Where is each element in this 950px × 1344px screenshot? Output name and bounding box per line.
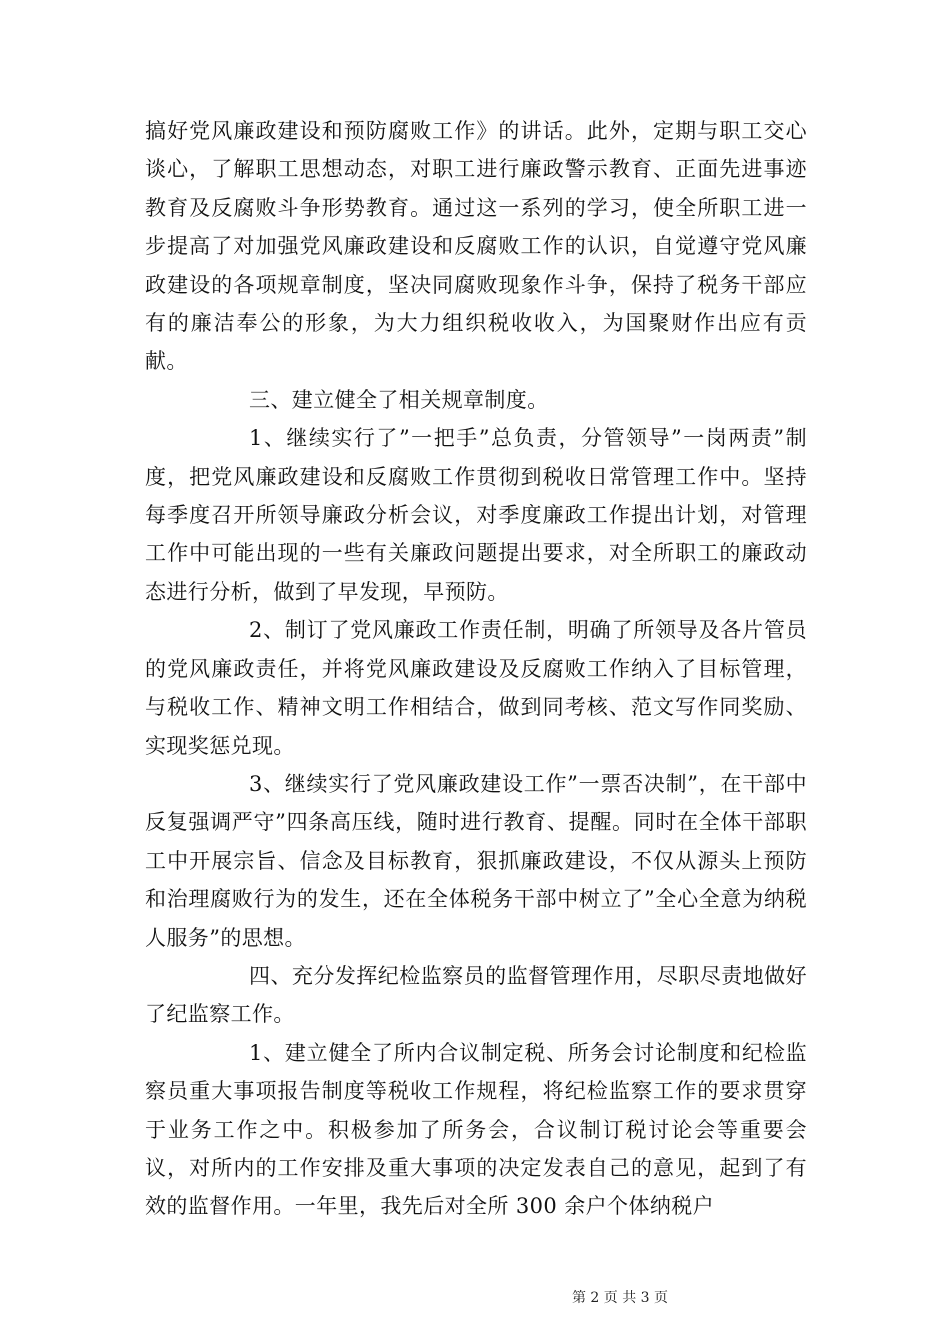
- document-body: [145, 112, 807, 1226]
- section-heading-3: 三、建立健全了相关规章制度。: [249, 387, 549, 412]
- paragraph-3-2: 2、制订了党风廉政工作责任制，明确了所领导及各片管员的党风廉政责任，并将党风廉政建设及反腐败工作纳入了目标管理，与税收工作、精神文明工作相结合，做到同考核、范文写作同奖励、实现奖惩兑现。: [145, 618, 807, 758]
- paragraph-4-1: 1、建立健全了所内合议制定税、所务会讨论制度和纪检监察员重大事项报告制度等税收工作规程，将纪检监察工作的要求贯穿于业务工作之中。积极参加了所务会，合议制订税讨论会等重要会议，对所内的工作安排及重大事项的决定发表自己的意见，起到了有效的监督作用。一年里，我先后对全所 300 余户个体纳税户: [145, 1040, 807, 1219]
- section-heading-4: 四、充分发挥纪检监察员的监督管理作用，尽职尽责地做好了纪监察工作。: [145, 963, 807, 1027]
- paragraph-3-3: 3、继续实行了党风廉政建设工作”一票否决制”，在干部中反复强调严守”四条高压线，随时进行教育、提醒。同时在全体干部职工中开展宗旨、信念及目标教育，狠抓廉政建设，不仅从源头上预防和治理腐败行为的发生，还在全体税务干部中树立了”全心全意为纳税人服务”的思想。: [145, 771, 807, 950]
- paragraph-3-1: 1、继续实行了”一把手”总负责，分管领导”一岗两责”制度，把党风廉政建设和反腐败工作贯彻到税收日常管理工作中。坚持每季度召开所领导廉政分析会议，对季度廉政工作提出计划，对管理工作中可能出现的一些有关廉政问题提出要求，对全所职工的廉政动态进行分析，做到了早发现，早预防。: [145, 426, 807, 604]
- paragraph-1: 搞好党风廉政建设和预防腐败工作》的讲话。此外，定期与职工交心谈心，了解职工思想动态，对职工进行廉政警示教育、正面先进事迹教育及反腐败斗争形势教育。通过这一系列的学习，使全所职工进一步提高了对加强党风廉政建设和反腐败工作的认识，自觉遵守党风廉政建设的各项规章制度，坚决同腐败现象作斗争，保持了税务干部应有的廉洁奉公的形象，为大力组织税收收入，为国聚财作出应有贡献。: [145, 119, 807, 374]
- page-number: 第 2 页 共 3 页: [571, 1290, 669, 1306]
- page-footer: [0, 1287, 950, 1307]
